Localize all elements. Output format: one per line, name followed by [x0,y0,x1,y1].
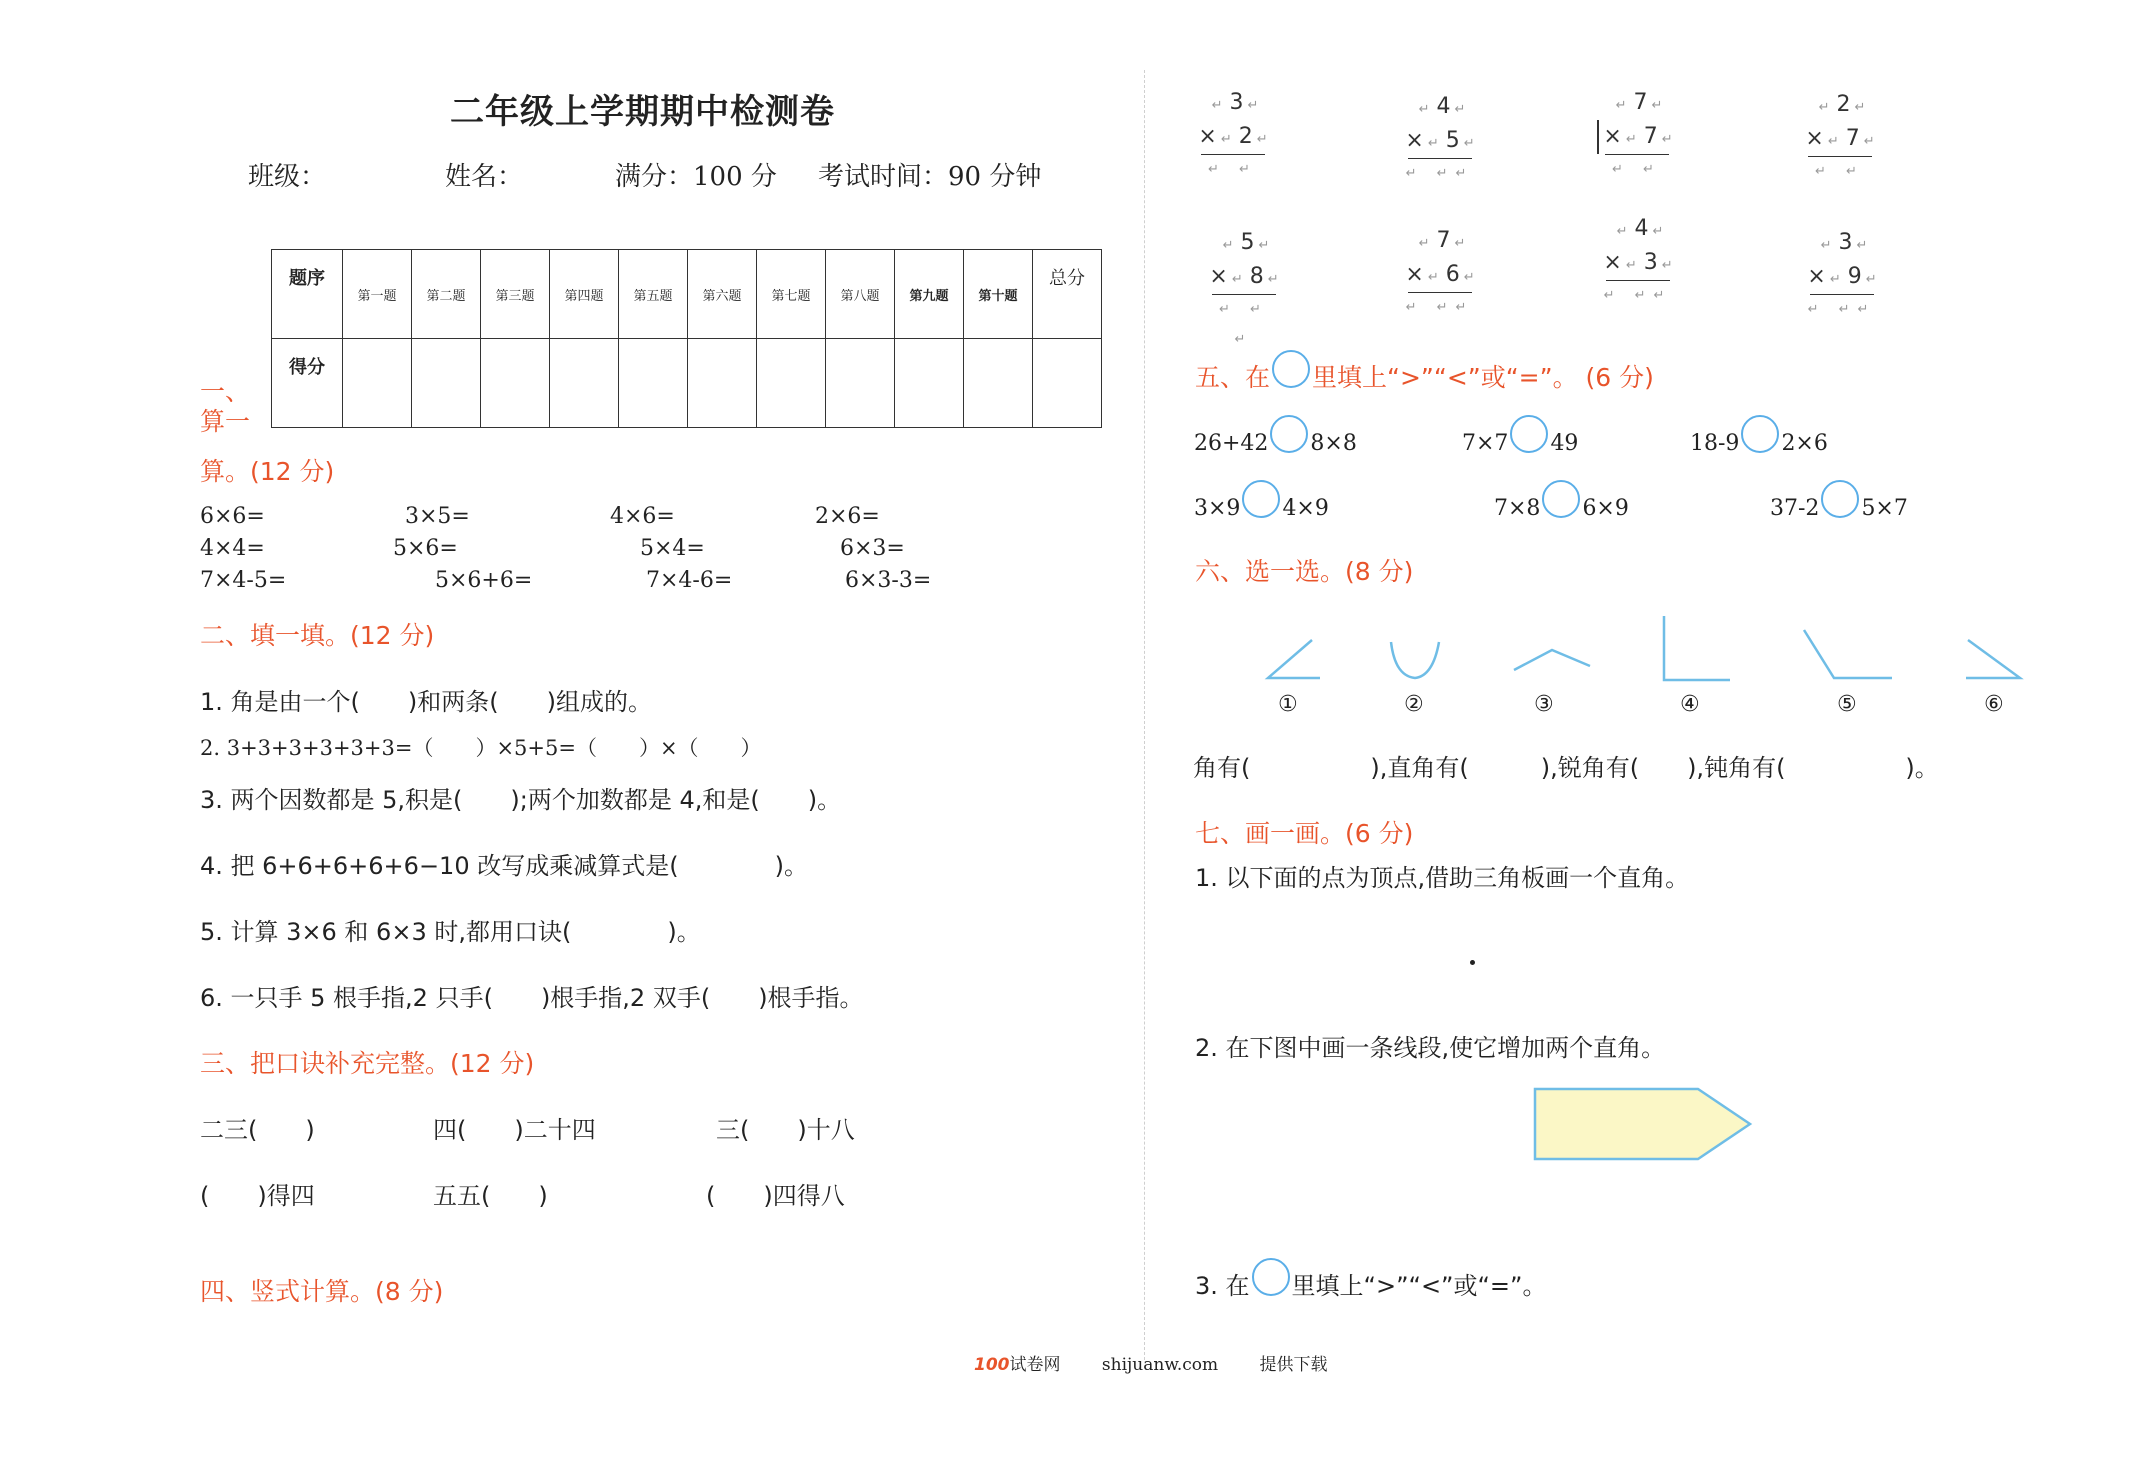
angle-label: ④ [1680,692,1700,717]
vertical-calc-answer[interactable]: ↵ ↵↵ [1405,166,1475,181]
fill-question: 1. 角是由一个( )和两条( )组成的。 [200,688,652,716]
section-5-heading-a: 五、在 [1195,363,1271,392]
angle-label: ⑤ [1837,692,1857,717]
score-cell[interactable] [826,339,895,428]
angle-label: ③ [1534,692,1554,717]
exam-time: 考试时间：90 分钟 [818,162,1042,192]
vertical-calc-answer[interactable]: ↵ ↵↵ [1807,302,1877,317]
vertical-calc-answer[interactable]: ↵ ↵ [1612,162,1662,177]
compare-circle-icon [1272,350,1310,388]
score-cell[interactable] [619,339,688,428]
rhyme-item: 五五( ) [433,1182,548,1210]
calc-item: 5×4= [640,536,705,561]
score-table-score-row [272,339,1102,428]
vertical-calc-answer[interactable]: ↵ ↵↵ [1405,300,1475,315]
footer [974,1350,1328,1375]
compare-circle[interactable] [1741,415,1779,453]
compare-circle[interactable] [1242,480,1280,518]
vertical-calc [1193,86,1273,185]
compare-item: 7×7 49 [1462,425,1578,463]
table-cell: 第六题 [688,250,757,339]
section-1-heading-b: 算一 [200,407,251,436]
calc-item: 5×6= [393,536,458,561]
vertical-calc-answer[interactable]: ↵ ↵ ↵ [1219,302,1269,347]
page-title: 二年级上学期期中检测卷 [450,92,835,132]
score-cell[interactable] [688,339,757,428]
name-label: 姓名： [445,162,524,192]
calc-item: 6×3= [840,536,905,561]
section-1-heading-a: 一、 [200,377,251,406]
section-1-heading-c: 算。(12 分) [200,457,335,486]
score-cell[interactable] [1033,339,1102,428]
table-cell: 第四题 [550,250,619,339]
vertical-calc: ↵ 7 ↵ × ↵ 6 ↵ ↵ ↵↵ [1400,224,1480,323]
table-cell: 第一题 [343,250,412,339]
table-cell: 总分 [1033,250,1102,339]
section-2-heading: 二、填一填。(12 分) [200,621,435,650]
score-table [271,249,1102,428]
angle-4-icon [1658,614,1734,686]
vertical-calc-top: ↵ 3 ↵ [1211,90,1259,115]
vertical-calc: ↵ 4 ↵ × ↵ 3 ↵ ↵ ↵↵ [1598,212,1678,311]
vertical-calc: ↵ 4 ↵ × ↵ 5 ↵ ↵ ↵↵ [1400,90,1480,189]
table-cell: 第八题 [826,250,895,339]
fill-question: 4. 把 6+6+6+6+6−10 改写成乘减算式是( )。 [200,852,808,880]
table-cell: 第十题 [964,250,1033,339]
compare-circle-icon [1252,1258,1290,1296]
site-name: 试卷网 [1009,1355,1061,1375]
section-3-heading: 三、把口诀补充完整。(12 分) [200,1049,535,1078]
angle-answer: 角有( ),直角有( ),锐角有( ),钝角有( )。 [1193,754,1939,782]
score-cell[interactable] [481,339,550,428]
vertical-calc-answer[interactable]: ↵ ↵↵ [1603,288,1673,303]
calc-item: 7×4-6= [646,568,733,593]
angle-label: ⑥ [1984,692,2004,717]
compare-circle[interactable] [1270,415,1308,453]
calc-item: 5×6+6= [435,568,533,593]
calc-item: 4×4= [200,536,265,561]
fill-question: 6. 一只手 5 根手指,2 只手( )根手指,2 双手( )根手指。 [200,984,864,1012]
table-cell: 第三题 [481,250,550,339]
section-6-heading: 六、选一选。(8 分) [1195,557,1414,586]
angle-6-icon [1960,636,2026,682]
score-cell[interactable] [412,339,481,428]
compare-item: 18-9 2×6 [1690,425,1828,463]
compare-circle[interactable] [1510,415,1548,453]
calc-item: 6×6= [200,504,265,529]
vertical-calc-answer[interactable]: ↵ ↵ [1815,164,1865,179]
calc-item: 3×5= [405,504,470,529]
draw-question: 1. 以下面的点为顶点,借助三角板画一个直角。 [1195,864,1690,892]
vertex-dot[interactable] [1470,960,1475,965]
page-divider [1144,70,1145,1360]
full-score: 满分：100 分 [615,162,777,192]
section-5-heading-b: 里填上“>”“<”或“=”。 (6 分) [1312,363,1654,392]
section-4-heading: 四、竖式计算。(8 分) [200,1277,444,1306]
section-7-heading: 七、画一画。(6 分) [1195,819,1414,848]
angle-2-icon [1385,636,1445,684]
rhyme-item: 四( )二十四 [433,1116,596,1144]
vertical-calc: ↵ 7 ↵ × ↵ 7 ↵ ↵ ↵ [1597,86,1677,185]
table-cell: 第二题 [412,250,481,339]
angle-5-icon [1800,626,1896,682]
angle-label: ① [1278,692,1298,717]
vertical-calc: ↵ 2 ↵ × ↵ 7 ↵ ↵ ↵ [1800,88,1880,187]
download-text: 提供下载 [1259,1355,1328,1375]
compare-circle[interactable] [1821,480,1859,518]
score-cell[interactable] [757,339,826,428]
pentagon-shape[interactable] [1532,1086,1754,1162]
calc-item: 4×6= [610,504,675,529]
vertical-calc-bottom: × ↵ 2 ↵ [1198,124,1268,149]
fill-question: 3. 两个因数都是 5,积是( );两个加数都是 4,和是( )。 [200,786,842,814]
compare-question: 3. 在 里填上“>”“<”或“=”。 [1195,1266,1546,1306]
vertical-calc: ↵ 5 ↵ × ↵ 8 ↵ ↵ ↵ ↵ [1204,226,1284,325]
class-label: 班级： [248,162,327,192]
compare-item: 7×8 6×9 [1494,490,1629,528]
compare-item: 3×9 4×9 [1194,490,1329,528]
angle-label: ② [1404,692,1424,717]
score-cell[interactable] [895,339,964,428]
fill-question: 5. 计算 3×6 和 6×3 时,都用口诀( )。 [200,918,701,946]
compare-circle[interactable] [1542,480,1580,518]
rhyme-item: 二三( ) [200,1116,315,1144]
vertical-calc: ↵ 3 ↵ × ↵ 9 ↵ ↵ ↵↵ [1802,226,1882,325]
site-logo: 100 [974,1355,1010,1375]
draw-question: 2. 在下图中画一条线段,使它增加两个直角。 [1195,1034,1666,1062]
rhyme-item: 三( )十八 [716,1116,855,1144]
calc-item: 7×4-5= [200,568,287,593]
calc-item: 2×6= [815,504,880,529]
score-cell[interactable] [343,339,412,428]
angle-3-icon [1510,644,1594,676]
rhyme-item: ( )四得八 [706,1182,845,1210]
score-cell[interactable] [964,339,1033,428]
table-cell: 题序 [272,250,343,339]
compare-item: 26+42 8×8 [1194,425,1357,463]
fill-question: 2. 3+3+3+3+3+3=（ ）×5+5=（ ）×（ ） [200,736,762,760]
calc-item: 6×3-3= [845,568,932,593]
angle-1-icon [1262,636,1324,684]
table-cell: 第五题 [619,250,688,339]
table-cell: 第九题 [895,250,964,339]
table-cell: 第七题 [757,250,826,339]
section-5-heading [1195,358,1654,398]
score-table-header-row [272,250,1102,339]
table-cell: 得分 [272,339,343,428]
compare-item: 37-2 5×7 [1770,490,1908,528]
score-cell[interactable] [550,339,619,428]
rhyme-item: ( )得四 [200,1182,315,1210]
vertical-calc-answer[interactable]: ↵ ↵ [1208,162,1258,177]
site-domain[interactable]: shijuanw.com [1101,1355,1219,1375]
